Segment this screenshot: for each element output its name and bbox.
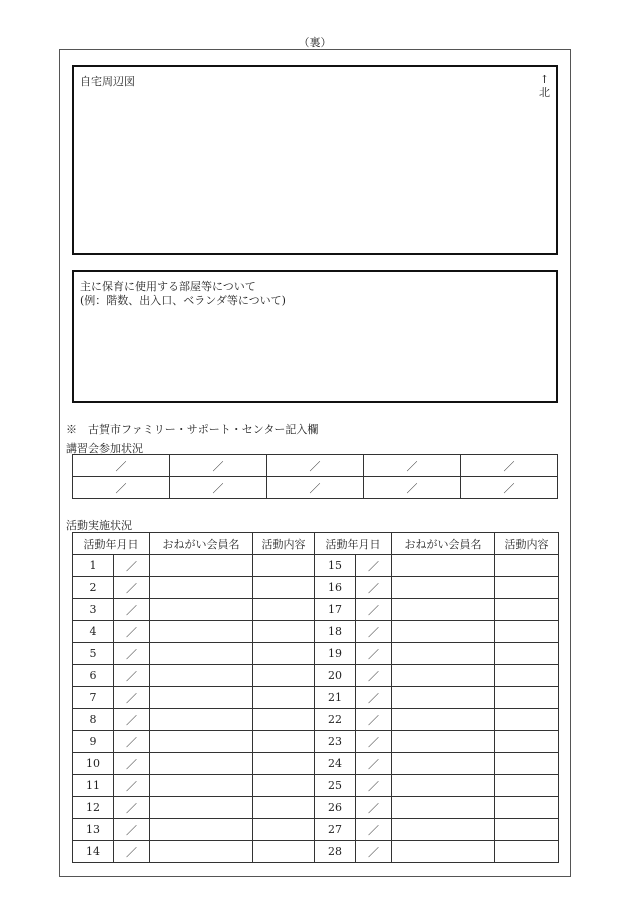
date-slash-cell[interactable]: ／	[356, 621, 392, 643]
course-date-cell[interactable]: ／	[170, 477, 267, 499]
activity-content-cell[interactable]	[495, 709, 559, 731]
activity-row	[73, 687, 559, 709]
activity-content-cell[interactable]	[495, 731, 559, 753]
member-name-cell[interactable]	[392, 819, 495, 841]
date-slash-cell[interactable]: ／	[114, 731, 150, 753]
date-slash-cell[interactable]: ／	[356, 819, 392, 841]
course-row	[73, 455, 558, 477]
member-name-cell[interactable]	[392, 687, 495, 709]
date-slash-cell[interactable]: ／	[114, 687, 150, 709]
course-attendance-table	[72, 454, 558, 499]
course-attendance-heading: 講習会参加状況	[66, 442, 143, 455]
course-row	[73, 477, 558, 499]
activity-content-cell[interactable]	[495, 841, 559, 863]
course-date-cell[interactable]: ／	[364, 455, 461, 477]
member-name-cell[interactable]	[150, 687, 253, 709]
course-date-cell[interactable]: ／	[73, 477, 170, 499]
member-name-cell[interactable]	[150, 819, 253, 841]
activity-content-cell[interactable]	[495, 753, 559, 775]
date-slash-cell[interactable]: ／	[356, 643, 392, 665]
activity-row	[73, 797, 559, 819]
member-name-cell[interactable]	[150, 621, 253, 643]
entry-number: 10	[73, 753, 114, 775]
home-area-map-box[interactable]	[72, 65, 558, 255]
entry-number: 26	[315, 797, 356, 819]
header-activity-date: 活動年月日	[315, 533, 392, 555]
activity-row	[73, 841, 559, 863]
entry-number: 18	[315, 621, 356, 643]
entry-number: 19	[315, 643, 356, 665]
activity-content-cell[interactable]	[253, 709, 315, 731]
entry-number: 16	[315, 577, 356, 599]
page-side-label: （裏）	[298, 36, 332, 49]
member-name-cell[interactable]	[392, 731, 495, 753]
course-date-cell[interactable]: ／	[267, 455, 364, 477]
date-slash-cell[interactable]: ／	[356, 599, 392, 621]
header-activity-content: 活動内容	[253, 533, 315, 555]
activity-content-cell[interactable]	[253, 555, 315, 577]
activity-row	[73, 731, 559, 753]
header-member-name: おねがい会員名	[392, 533, 495, 555]
entry-number: 14	[73, 841, 114, 863]
entry-number: 9	[73, 731, 114, 753]
date-slash-cell[interactable]: ／	[356, 665, 392, 687]
activity-row	[73, 555, 559, 577]
activity-content-cell[interactable]	[495, 687, 559, 709]
member-name-cell[interactable]	[392, 841, 495, 863]
member-name-cell[interactable]	[150, 599, 253, 621]
activity-content-cell[interactable]	[253, 665, 315, 687]
date-slash-cell[interactable]: ／	[356, 577, 392, 599]
course-date-cell[interactable]: ／	[73, 455, 170, 477]
member-name-cell[interactable]	[392, 599, 495, 621]
activity-content-cell[interactable]	[495, 797, 559, 819]
activity-row	[73, 775, 559, 797]
member-name-cell[interactable]	[392, 621, 495, 643]
activity-content-cell[interactable]	[495, 775, 559, 797]
activity-content-cell[interactable]	[253, 819, 315, 841]
entry-number: 3	[73, 599, 114, 621]
entry-number: 12	[73, 797, 114, 819]
member-name-cell[interactable]	[150, 555, 253, 577]
childcare-room-title: 主に保育に使用する部屋等について	[80, 280, 256, 293]
member-name-cell[interactable]	[392, 709, 495, 731]
entry-number: 4	[73, 621, 114, 643]
member-name-cell[interactable]	[150, 731, 253, 753]
north-label: 北	[539, 86, 550, 99]
childcare-room-box[interactable]	[72, 270, 558, 403]
date-slash-cell[interactable]: ／	[356, 753, 392, 775]
activity-content-cell[interactable]	[253, 577, 315, 599]
course-date-cell[interactable]: ／	[267, 477, 364, 499]
course-date-cell[interactable]: ／	[461, 455, 558, 477]
activity-content-cell[interactable]	[253, 621, 315, 643]
activity-content-cell[interactable]	[495, 621, 559, 643]
date-slash-cell[interactable]: ／	[114, 555, 150, 577]
activity-content-cell[interactable]	[495, 577, 559, 599]
member-name-cell[interactable]	[150, 643, 253, 665]
entry-number: 2	[73, 577, 114, 599]
date-slash-cell[interactable]: ／	[114, 841, 150, 863]
childcare-room-text	[80, 280, 286, 308]
date-slash-cell[interactable]: ／	[356, 797, 392, 819]
entry-number: 25	[315, 775, 356, 797]
activity-content-cell[interactable]	[253, 753, 315, 775]
date-slash-cell[interactable]: ／	[114, 665, 150, 687]
activity-content-cell[interactable]	[253, 731, 315, 753]
date-slash-cell[interactable]: ／	[356, 731, 392, 753]
activity-content-cell[interactable]	[495, 599, 559, 621]
date-slash-cell[interactable]: ／	[114, 709, 150, 731]
activity-log-table	[72, 532, 559, 863]
north-arrow-icon: ↑	[539, 73, 550, 86]
entry-number: 6	[73, 665, 114, 687]
activity-content-cell[interactable]	[253, 775, 315, 797]
member-name-cell[interactable]	[392, 775, 495, 797]
activity-row	[73, 643, 559, 665]
entry-number: 23	[315, 731, 356, 753]
activity-content-cell[interactable]	[253, 797, 315, 819]
entry-number: 11	[73, 775, 114, 797]
date-slash-cell[interactable]: ／	[356, 841, 392, 863]
member-name-cell[interactable]	[150, 577, 253, 599]
date-slash-cell[interactable]: ／	[114, 753, 150, 775]
activity-row	[73, 599, 559, 621]
header-member-name: おねがい会員名	[150, 533, 253, 555]
header-activity-content: 活動内容	[495, 533, 559, 555]
activity-row	[73, 819, 559, 841]
entry-number: 20	[315, 665, 356, 687]
activity-content-cell[interactable]	[495, 665, 559, 687]
date-slash-cell[interactable]: ／	[356, 687, 392, 709]
entry-number: 27	[315, 819, 356, 841]
member-name-cell[interactable]	[392, 753, 495, 775]
member-name-cell[interactable]	[150, 841, 253, 863]
childcare-room-example: (例：階数、出入口、ベランダ等について)	[80, 294, 286, 307]
course-date-cell[interactable]: ／	[170, 455, 267, 477]
activity-content-cell[interactable]	[253, 687, 315, 709]
date-slash-cell[interactable]: ／	[114, 775, 150, 797]
entry-number: 21	[315, 687, 356, 709]
date-slash-cell[interactable]: ／	[356, 775, 392, 797]
activity-content-cell[interactable]	[495, 643, 559, 665]
activity-row	[73, 665, 559, 687]
date-slash-cell[interactable]: ／	[356, 555, 392, 577]
entry-number: 5	[73, 643, 114, 665]
member-name-cell[interactable]	[150, 709, 253, 731]
activity-content-cell[interactable]	[253, 841, 315, 863]
activity-header-row	[73, 533, 559, 555]
member-name-cell[interactable]	[150, 797, 253, 819]
entry-number: 8	[73, 709, 114, 731]
center-entry-heading: ※ 古賀市ファミリー・サポート・センター記入欄	[66, 423, 319, 436]
date-slash-cell[interactable]: ／	[114, 819, 150, 841]
activity-content-cell[interactable]	[495, 555, 559, 577]
member-name-cell[interactable]	[150, 753, 253, 775]
home-area-map-title: 自宅周辺図	[80, 75, 135, 88]
activity-content-cell[interactable]	[253, 643, 315, 665]
member-name-cell[interactable]	[392, 577, 495, 599]
entry-number: 1	[73, 555, 114, 577]
date-slash-cell[interactable]: ／	[114, 621, 150, 643]
entry-number: 28	[315, 841, 356, 863]
date-slash-cell[interactable]: ／	[114, 599, 150, 621]
date-slash-cell[interactable]: ／	[114, 643, 150, 665]
activity-status-heading: 活動実施状況	[66, 519, 132, 532]
header-activity-date: 活動年月日	[73, 533, 150, 555]
member-name-cell[interactable]	[392, 665, 495, 687]
date-slash-cell[interactable]: ／	[356, 709, 392, 731]
member-name-cell[interactable]	[392, 555, 495, 577]
entry-number: 17	[315, 599, 356, 621]
entry-number: 7	[73, 687, 114, 709]
entry-number: 22	[315, 709, 356, 731]
course-date-cell[interactable]: ／	[461, 477, 558, 499]
member-name-cell[interactable]	[392, 643, 495, 665]
entry-number: 15	[315, 555, 356, 577]
activity-row	[73, 709, 559, 731]
activity-row	[73, 753, 559, 775]
activity-row	[73, 621, 559, 643]
activity-content-cell[interactable]	[495, 819, 559, 841]
north-indicator	[539, 73, 550, 99]
course-date-cell[interactable]: ／	[364, 477, 461, 499]
member-name-cell[interactable]	[150, 665, 253, 687]
member-name-cell[interactable]	[150, 775, 253, 797]
entry-number: 24	[315, 753, 356, 775]
date-slash-cell[interactable]: ／	[114, 577, 150, 599]
date-slash-cell[interactable]: ／	[114, 797, 150, 819]
activity-row	[73, 577, 559, 599]
entry-number: 13	[73, 819, 114, 841]
activity-content-cell[interactable]	[253, 599, 315, 621]
member-name-cell[interactable]	[392, 797, 495, 819]
